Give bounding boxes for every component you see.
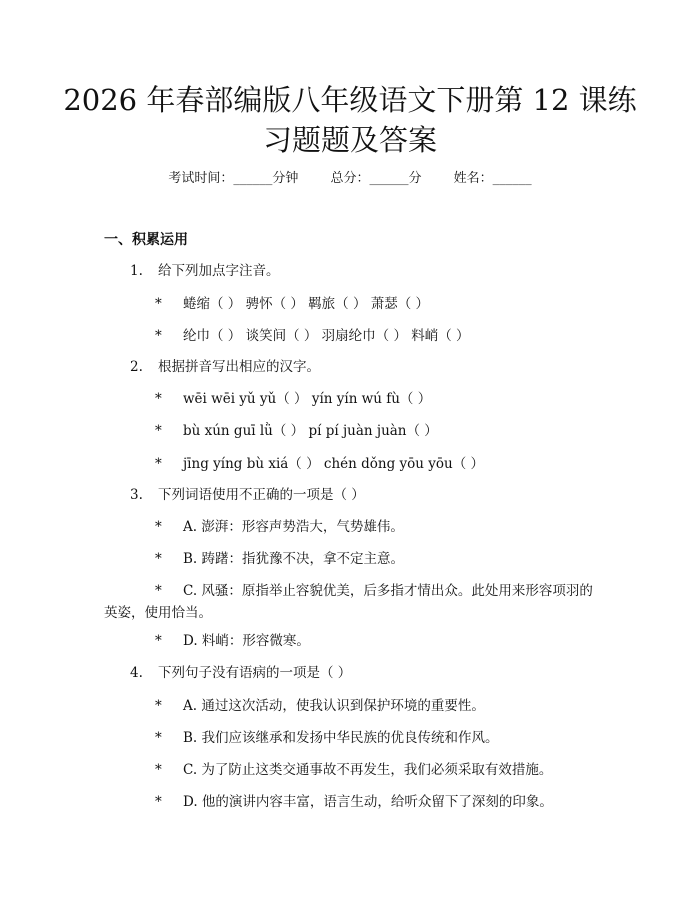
exam-name: 姓名：______ bbox=[453, 171, 532, 186]
question-1 bbox=[130, 262, 280, 280]
section-heading: 一、积累运用 bbox=[104, 232, 188, 248]
question-1-option-1 bbox=[155, 295, 429, 313]
option-text: B. 我们应该继承和发扬中华民族的优良传统和作风。 bbox=[183, 730, 499, 746]
bullet: * bbox=[155, 296, 162, 312]
bullet: * bbox=[155, 698, 162, 714]
bullet: * bbox=[155, 456, 162, 472]
option-text: 纶巾（ ） 谈笑间（ ） 羽扇纶巾（ ） 料峭（ ） bbox=[183, 328, 470, 344]
question-3-option-b bbox=[155, 550, 404, 568]
question-prompt: 下列词语使用不正确的一项是（ ） bbox=[158, 487, 365, 503]
option-text: C. 为了防止这类交通事故不再发生，我们必须采取有效措施。 bbox=[183, 762, 553, 778]
bullet: * bbox=[155, 794, 162, 810]
question-4-option-b bbox=[155, 729, 499, 747]
bullet: * bbox=[155, 423, 162, 439]
bullet: * bbox=[155, 583, 162, 599]
bullet: * bbox=[155, 519, 162, 535]
option-text: jīng yíng bù xiá（ ） chén dǒng yōu yōu（ ） bbox=[183, 456, 485, 472]
question-4 bbox=[130, 664, 351, 682]
exam-time: 考试时间：______分钟 bbox=[168, 171, 299, 186]
question-2-option-1 bbox=[155, 390, 431, 408]
question-4-option-c bbox=[155, 761, 552, 779]
option-text: D. 料峭：形容微寒。 bbox=[183, 633, 310, 649]
option-text: bù xún guī lǜ（ ） pí pí juàn juàn（ ） bbox=[183, 423, 438, 439]
question-3-option-c bbox=[104, 580, 594, 624]
bullet: * bbox=[155, 551, 162, 567]
option-text: wēi wēi yǔ yǔ（ ） yín yín wú fù（ ） bbox=[183, 391, 432, 407]
question-3 bbox=[130, 486, 365, 504]
bullet: * bbox=[155, 762, 162, 778]
title-line-1: 2026 年春部编版八年级语文下册第 12 课练 bbox=[63, 83, 637, 117]
option-text: D. 他的演讲内容丰富，语言生动，给听众留下了深刻的印象。 bbox=[183, 794, 553, 810]
question-3-option-d bbox=[155, 632, 310, 650]
bullet: * bbox=[155, 391, 162, 407]
title-line-2: 习题题及答案 bbox=[262, 123, 437, 157]
question-2-option-2 bbox=[155, 422, 438, 440]
option-text: B. 踌躇：指犹豫不决，拿不定主意。 bbox=[183, 551, 405, 567]
question-2-option-3 bbox=[155, 455, 484, 473]
bullet: * bbox=[155, 633, 162, 649]
question-3-option-a bbox=[155, 518, 404, 536]
question-prompt: 下列句子没有语病的一项是（ ） bbox=[158, 665, 352, 681]
question-prompt: 给下列加点字注音。 bbox=[158, 263, 280, 279]
option-text: A. 通过这次活动，使我认识到保护环境的重要性。 bbox=[183, 698, 485, 714]
option-text: A. 澎湃：形容声势浩大，气势雄伟。 bbox=[183, 519, 404, 535]
page-title bbox=[60, 80, 640, 160]
question-1-option-2 bbox=[155, 327, 470, 345]
exam-score: 总分：______分 bbox=[330, 171, 422, 186]
question-4-option-a bbox=[155, 697, 485, 715]
question-number: 3. bbox=[130, 487, 143, 503]
question-4-option-d bbox=[155, 793, 553, 811]
question-2 bbox=[130, 358, 320, 376]
question-number: 1. bbox=[130, 263, 143, 279]
bullet: * bbox=[155, 730, 162, 746]
question-prompt: 根据拼音写出相应的汉字。 bbox=[158, 359, 320, 375]
option-text: C. 风骚：原指举止容貌优美，后多指才情出众。此处用来形容项羽的英姿，使用恰当。 bbox=[104, 583, 593, 621]
option-text: 蜷缩（ ） 骋怀（ ） 羁旅（ ） 萧瑟（ ） bbox=[183, 296, 430, 312]
bullet: * bbox=[155, 328, 162, 344]
question-number: 2. bbox=[130, 359, 143, 375]
question-number: 4. bbox=[130, 665, 143, 681]
exam-meta bbox=[0, 170, 700, 188]
